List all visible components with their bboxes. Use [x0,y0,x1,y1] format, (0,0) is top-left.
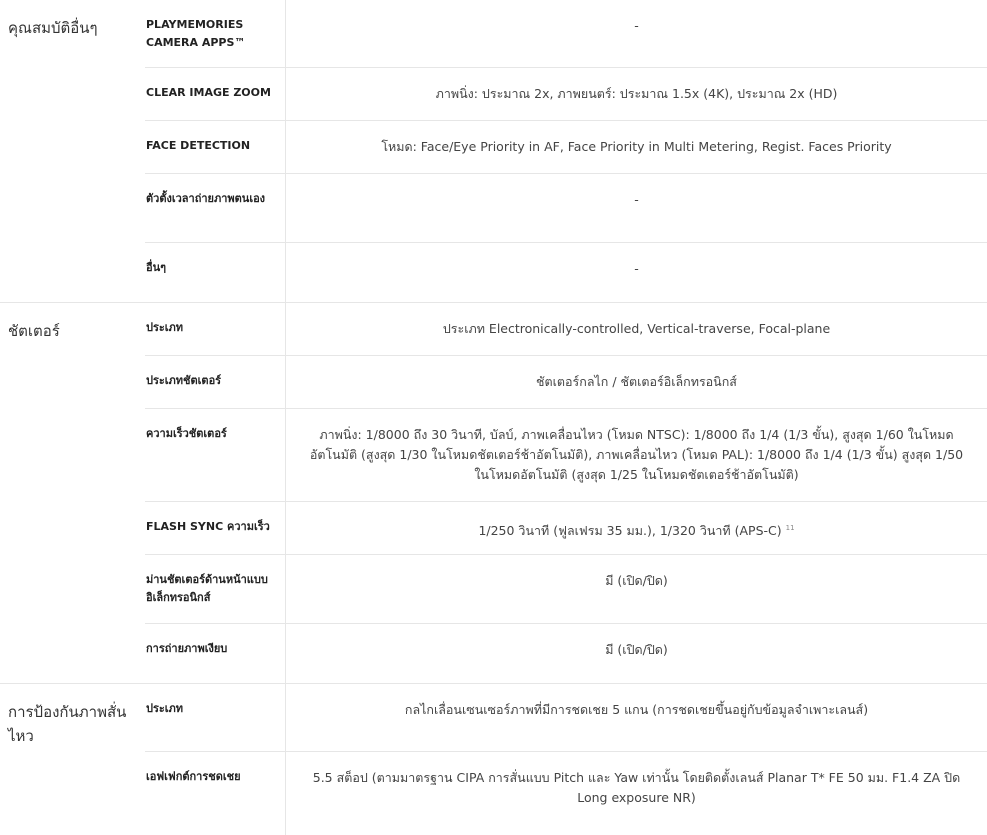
spec-label: FACE DETECTION [145,121,286,173]
spec-value: ภาพนิ่ง: 1/8000 ถึง 30 วินาที, บัลบ์, ภาพเคลื่อนไหว (โหมด NTSC): 1/8000 ถึง 1/4 (1/3 ขั้น), สูงสุด 1/60 ในโหมดอัตโนมัติ (สูงสุด 1/30 ในโหมดชัตเตอร์ช้าอัตโนมัติ), ภาพเคลื่อนไหว (โหมด PAL): 1/8000 ถึง 1/4 (1/3 ขั้น) สูงสุด 1/50 ในโหมดอัตโนมัติ (สูงสุด 1/25 ในโหมดชัตเตอร์ช้าอัตโนมัติ) [309,427,964,482]
spec-value: - [634,261,639,276]
spec-section-stabilization [0,684,987,835]
spec-value [286,502,987,554]
spec-row [145,356,987,409]
spec-value: กลไกเลื่อนเซนเซอร์ภาพที่มีการชดเชย 5 แกน (การชดเชยขึ้นอยู่กับข้อมูลจำเพาะเลนส์) [404,702,869,717]
section-title: การป้องกันภาพสั่นไหว [8,703,127,745]
spec-row [145,174,987,243]
spec-label: การถ่ายภาพเงียบ [145,624,286,683]
spec-label: ประเภท [145,303,286,355]
spec-row [145,752,987,835]
spec-label: ประเภทชัตเตอร์ [145,356,286,408]
spec-label: ตัวตั้งเวลาถ่ายภาพตนเอง [145,174,286,242]
spec-value-text: 1/250 วินาที (ฟูลเฟรม 35 มม.), 1/320 วินาที (APS-C) [478,523,782,539]
spec-value: - [634,192,639,207]
spec-section-other-features [0,0,987,303]
spec-row [145,624,987,683]
spec-row [145,243,987,302]
spec-rows [145,303,987,683]
spec-section-shutter [0,303,987,684]
spec-label: ประเภท [145,684,286,751]
spec-label: อื่นๆ [145,243,286,302]
spec-rows [145,0,987,302]
spec-value: ประเภท Electronically-controlled, Vertical-traverse, Focal-plane [442,321,831,336]
section-title: คุณสมบัติอื่นๆ [8,19,98,37]
spec-value: 5.5 สต็อป (ตามมาตรฐาน CIPA การสั่นแบบ Pitch และ Yaw เท่านั้น โดยติดตั้งเลนส์ Planar T* FE 50 มม. F1.4 ZA ปิด Long exposure NR) [312,770,961,805]
spec-value: ภาพนิ่ง: ประมาณ 2x, ภาพยนตร์: ประมาณ 1.5x (4K), ประมาณ 2x (HD) [435,86,838,101]
spec-label: FLASH SYNC ความเร็ว [145,502,286,554]
spec-value: มี (เปิด/ปิด) [605,573,668,588]
spec-value: มี (เปิด/ปิด) [605,642,668,657]
spec-row [145,502,987,555]
section-title: ชัตเตอร์ [8,322,60,340]
spec-label: ม่านชัตเตอร์ด้านหน้าแบบอิเล็กทรอนิกส์ [145,555,286,623]
spec-row [145,684,987,752]
spec-row [145,68,987,121]
spec-label: PLAYMEMORIES CAMERA APPS™ [145,0,286,67]
spec-label: ความเร็วชัตเตอร์ [145,409,286,501]
spec-label: CLEAR IMAGE ZOOM [145,68,286,120]
spec-value: ชัตเตอร์กลไก / ชัตเตอร์อิเล็กทรอนิกส์ [536,374,737,389]
spec-value: โหมด: Face/Eye Priority in AF, Face Priority in Multi Metering, Regist. Faces Priority [381,139,892,154]
footnote-link[interactable]: 11 [785,524,795,532]
spec-row [145,0,987,68]
spec-row [145,121,987,174]
spec-row [145,409,987,502]
spec-value: - [634,18,639,33]
spec-row [145,555,987,624]
spec-row [145,303,987,356]
spec-label: เอฟเฟกต์การชดเชย [145,752,286,835]
spec-rows [145,684,987,835]
